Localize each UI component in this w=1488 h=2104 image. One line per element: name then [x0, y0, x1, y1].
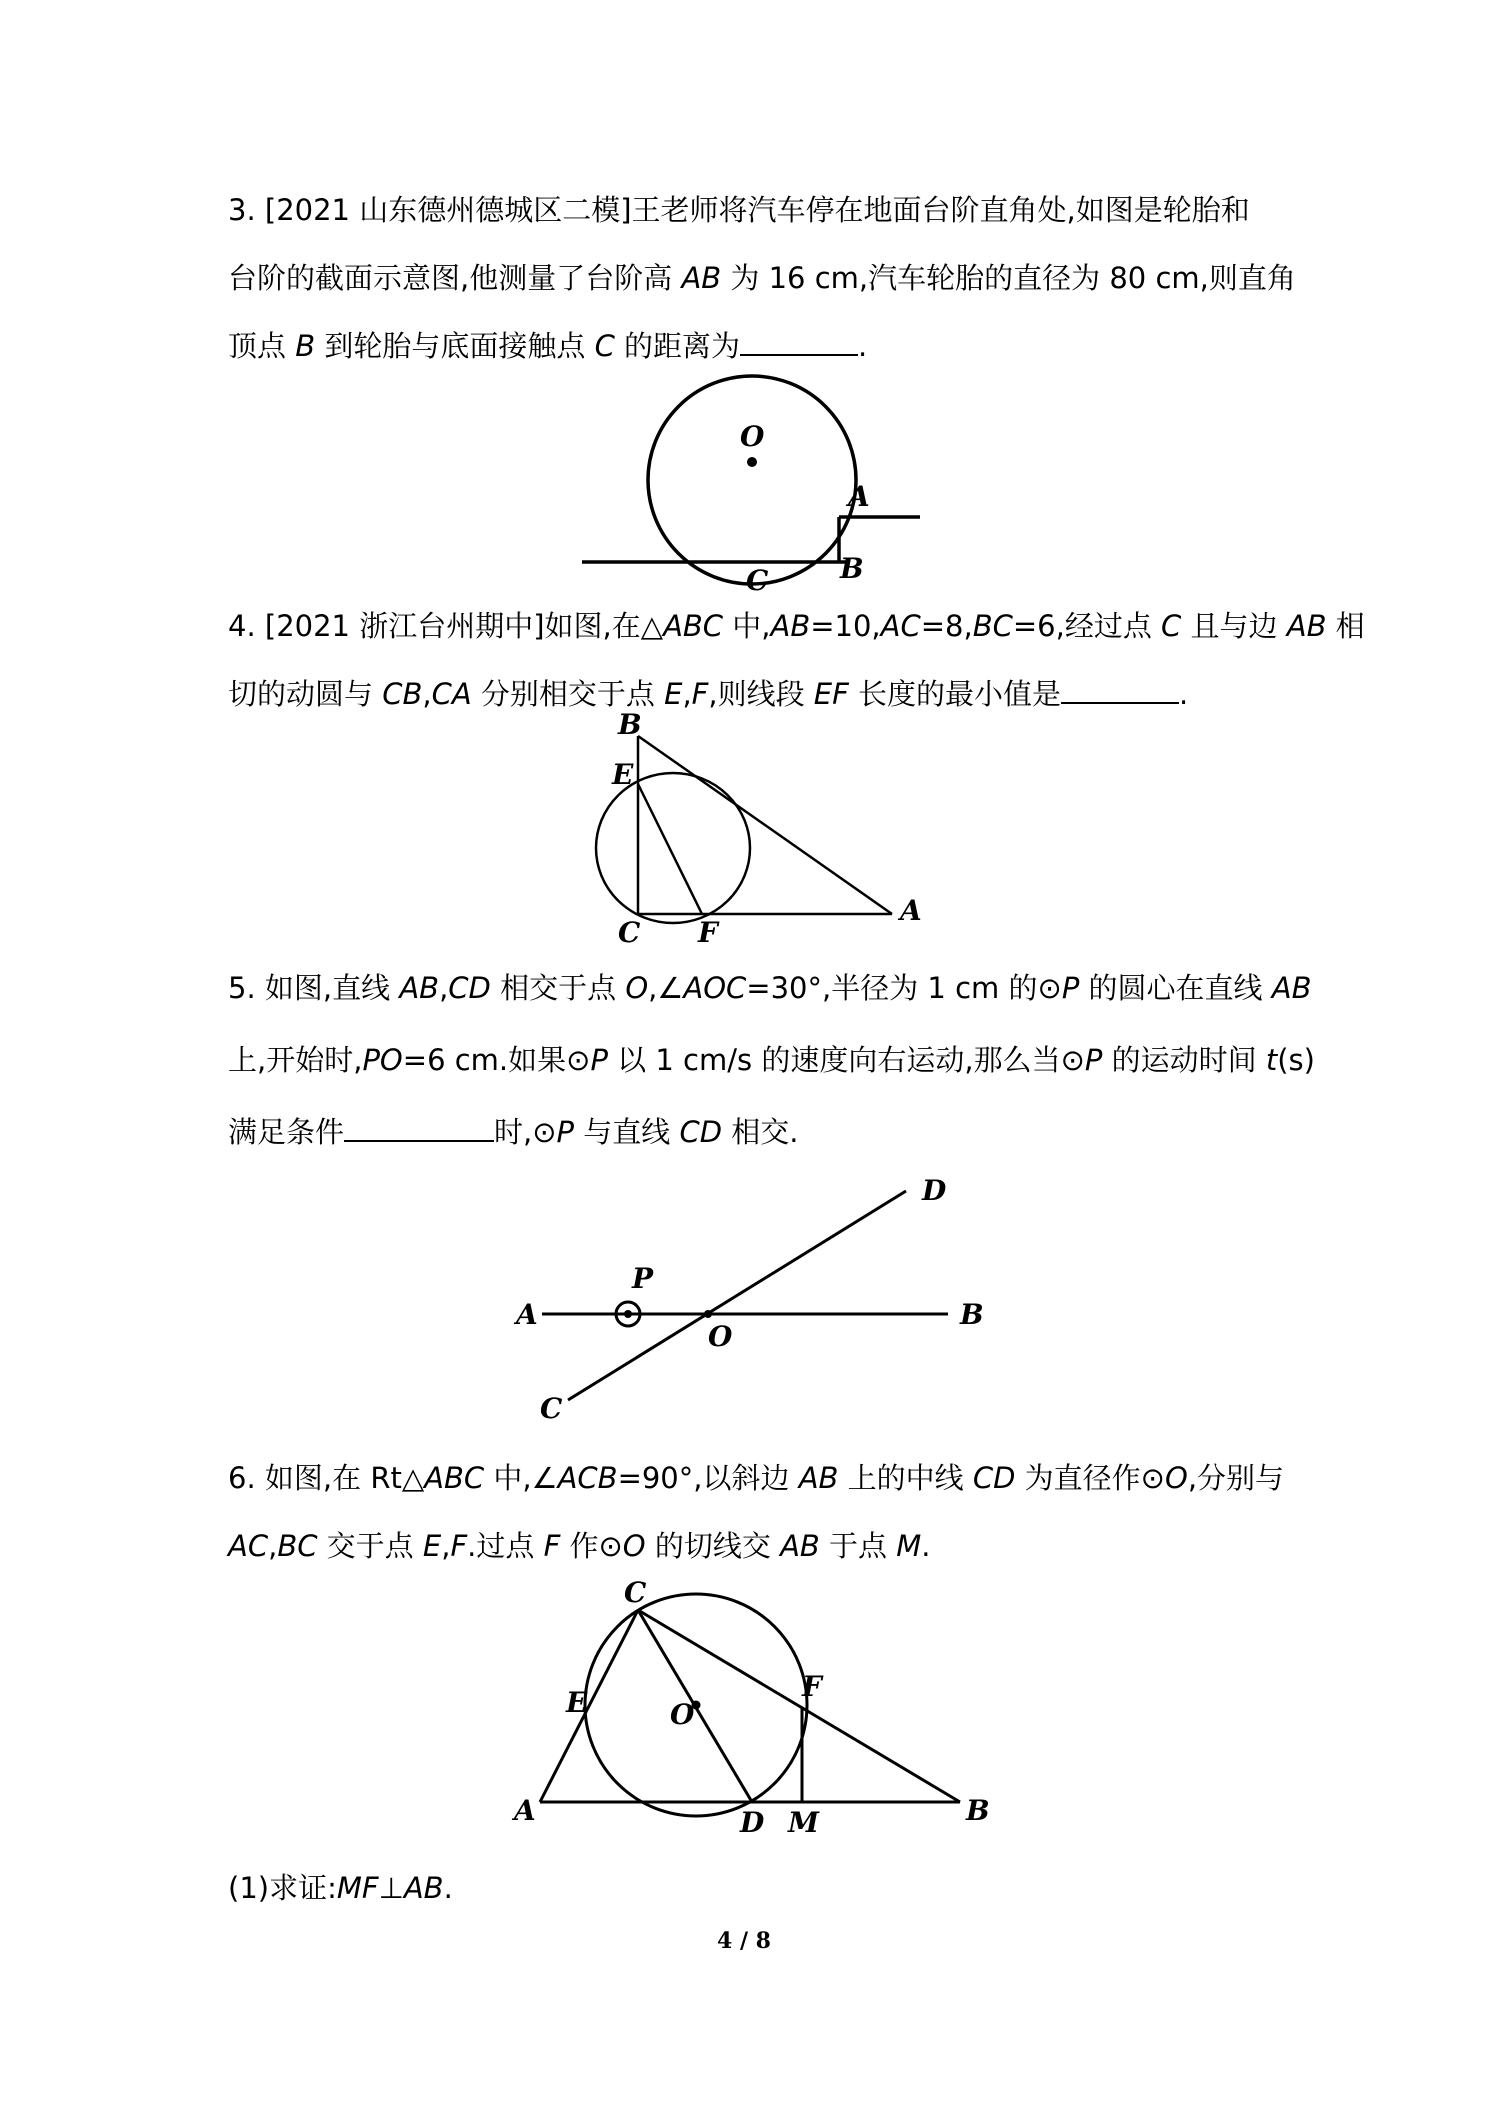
moving-circle [596, 773, 750, 923]
center-point-o [747, 457, 757, 467]
side-ab [638, 736, 892, 914]
q4-line-2: 切的动圆与 CB,CA 分别相交于点 E,F,则线段 EF 长度的最小值是 . [228, 660, 1278, 728]
q5-figure [510, 1170, 1010, 1430]
q5-line-2: 上,开始时,PO=6 cm.如果⊙P 以 1 cm/s 的速度向右运动,那么当⊙P 的运动时间 t(s) [228, 1043, 1315, 1077]
label-a: A [900, 894, 922, 927]
answer-blank [1061, 672, 1179, 704]
label-b: B [960, 1298, 984, 1331]
label-o: O [708, 1320, 733, 1353]
point-o [704, 1310, 712, 1318]
q3-line-1: 3. [2021 山东德州德城区二模]王老师将汽车停在地面台阶直角处,如图是轮胎和 [228, 193, 1250, 227]
q5-line-3: 满足条件 时,⊙P 与直线 CD 相交. [228, 1098, 1278, 1170]
page-number: 4 / 8 [717, 1928, 771, 1954]
label-d: D [922, 1174, 947, 1207]
q3-line-3: 顶点 B 到轮胎与底面接触点 C 的距离为 . [228, 312, 1278, 380]
label-b: B [966, 1794, 990, 1827]
label-a: A [516, 1298, 538, 1331]
label-f: F [802, 1670, 822, 1703]
label-a: A [848, 480, 870, 513]
center-point-p [624, 1310, 632, 1318]
label-o: O [670, 1698, 695, 1731]
answer-blank [344, 1110, 494, 1142]
q4-line-1: 4. [2021 浙江台州期中]如图,在△ABC 中,AB=10,AC=8,BC=6,经过点 C 且与边 AB 相 [228, 609, 1365, 643]
q5-text [228, 954, 1315, 1170]
q3-figure [560, 370, 960, 600]
tire-circle [648, 376, 856, 584]
label-b: B [840, 552, 864, 585]
label-c: C [746, 564, 769, 597]
triangle-circle-diagram [570, 708, 930, 948]
label-f: F [698, 916, 718, 949]
q5-line-1: 5. 如图,直线 AB,CD 相交于点 O,∠AOC=30°,半径为 1 cm 的⊙P 的圆心在直线 AB [228, 971, 1312, 1005]
q6-line-2: AC,BC 交于点 E,F.过点 F 作⊙O 的切线交 AB 于点 M. [228, 1529, 931, 1563]
segment-ef [638, 784, 702, 914]
q3-text [228, 176, 1296, 380]
label-b: B [618, 708, 642, 741]
intersecting-lines-diagram [510, 1170, 1010, 1430]
q6-line-1: 6. 如图,在 Rt△ABC 中,∠ACB=90°,以斜边 AB 上的中线 CD 为直径作⊙O,分别与 [228, 1461, 1285, 1495]
q4-figure [570, 708, 930, 948]
q6-sub-1: (1)求证:MF⊥AB. [228, 1871, 453, 1905]
label-d: D [740, 1806, 765, 1839]
label-o: O [740, 420, 765, 453]
label-e: E [566, 1686, 588, 1719]
label-c: C [540, 1392, 563, 1425]
label-m: M [788, 1806, 819, 1839]
q3-line-2: 台阶的截面示意图,他测量了台阶高 AB 为 16 cm,汽车轮胎的直径为 80 cm,则直角 [228, 261, 1296, 295]
q6-figure [500, 1572, 1020, 1852]
label-c: C [618, 916, 641, 949]
right-triangle-circle-diagram [500, 1572, 1020, 1852]
label-e: E [612, 758, 634, 791]
label-p: P [632, 1262, 654, 1295]
answer-blank [740, 324, 858, 356]
side-ac [540, 1610, 638, 1802]
label-c: C [624, 1576, 647, 1609]
label-a: A [514, 1794, 536, 1827]
tire-step-diagram [560, 370, 960, 600]
line-cd [568, 1191, 906, 1400]
q6-text [228, 1444, 1285, 1580]
